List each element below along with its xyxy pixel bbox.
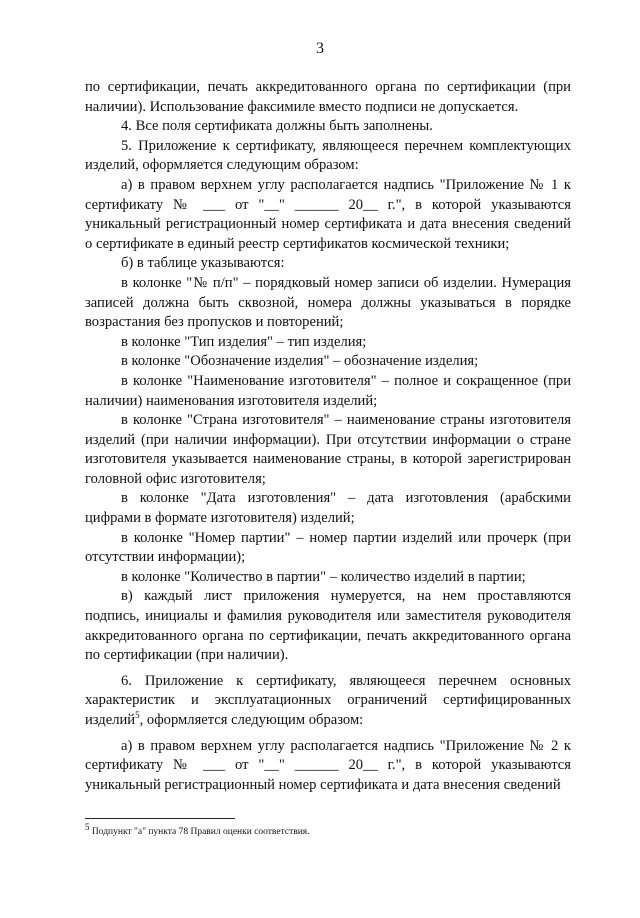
paragraph-item-6-tail: , оформляется следующим образом: (139, 712, 364, 728)
footnote-divider (85, 818, 235, 819)
paragraph-item-5a: а) в правом верхнем углу располагается надпись "Приложение № 1 к сертификату № ___ от "__" ______ 20__ г.", в которой указываются уникальный регистрационный номер сертификата и дата внесения сведений о сертификате в единый реестр сертификатов космической техники; (85, 176, 571, 252)
paragraph-item-6-text: 6. Приложение к сертификату, являющееся перечнем основных характеристик и эксплуатационных ограничений сертифицированных изделий (85, 672, 571, 728)
paragraph-column-country: в колонке "Страна изготовителя" – наименование страны изготовителя изделий (при наличии информации). При отсутствии информации о стране изготовителя указывается наименование страны, в которой зарегистрирован головной офис изготовителя; (85, 412, 571, 487)
paragraph-column-type: в колонке "Тип изделия" – тип изделия; (121, 333, 367, 350)
footnote-text: Подпункт "а" пункта 78 Правил оценки соответствия. (89, 827, 310, 837)
footnote-mark: 5 (85, 821, 90, 832)
paragraph-column-designation: в колонке "Обозначение изделия" – обозначение изделия; (121, 353, 479, 370)
paragraph-item-5c: в) каждый лист приложения нумеруется, на нем проставляются подпись, инициалы и фамилия руководителя или заместителя руководителя аккредитованного органа по сертификации, печать аккредитованного органа по сертификации (при наличии). (85, 588, 571, 664)
paragraph-column-manufacturer: в колонке "Наименование изготовителя" – полное и сокращенное (при наличии) наименования изготовителя изделий; (85, 372, 571, 409)
paragraph-item-5: 5. Приложение к сертификату, являющееся перечнем комплектующих изделий, оформляется следующим образом: (85, 137, 571, 174)
paragraph-column-date: в колонке "Дата изготовления" – дата изготовления (арабскими цифрами в формате изготовителя) изделий; (85, 490, 571, 527)
footnote (85, 821, 571, 838)
paragraph-column-batch: в колонке "Номер партии" – номер партии изделий или прочерк (при отсутствии информации); (85, 529, 571, 566)
paragraph-continuation: по сертификации, печать аккредитованного органа по сертификации (при наличии). Использование факсимиле вместо подписи не допускается. (85, 79, 571, 115)
footnote-reference: 5 (135, 710, 140, 721)
paragraph-item-4: 4. Все поля сертификата должны быть заполнены. (121, 118, 433, 135)
page-number: 3 (316, 40, 324, 57)
paragraph-item-6 (85, 672, 571, 731)
document-body (85, 78, 571, 795)
paragraph-item-6a: а) в правом верхнем углу располагается надпись "Приложение № 2 к сертификату № ___ от "__" ______ 20__ г.", в которой указываются уникальный регистрационный номер сертификата и дата внесения сведений (85, 737, 571, 793)
paragraph-column-quantity: в колонке "Количество в партии" – количество изделий в партии; (121, 568, 526, 585)
paragraph-column-number: в колонке "№ п/п" – порядковый номер записи об изделии. Нумерация записей должна быть сквозной, номера должны указываться в порядке возрастания без пропусков и повторений; (85, 274, 571, 331)
paragraph-item-5b: б) в таблице указываются: (121, 255, 285, 272)
